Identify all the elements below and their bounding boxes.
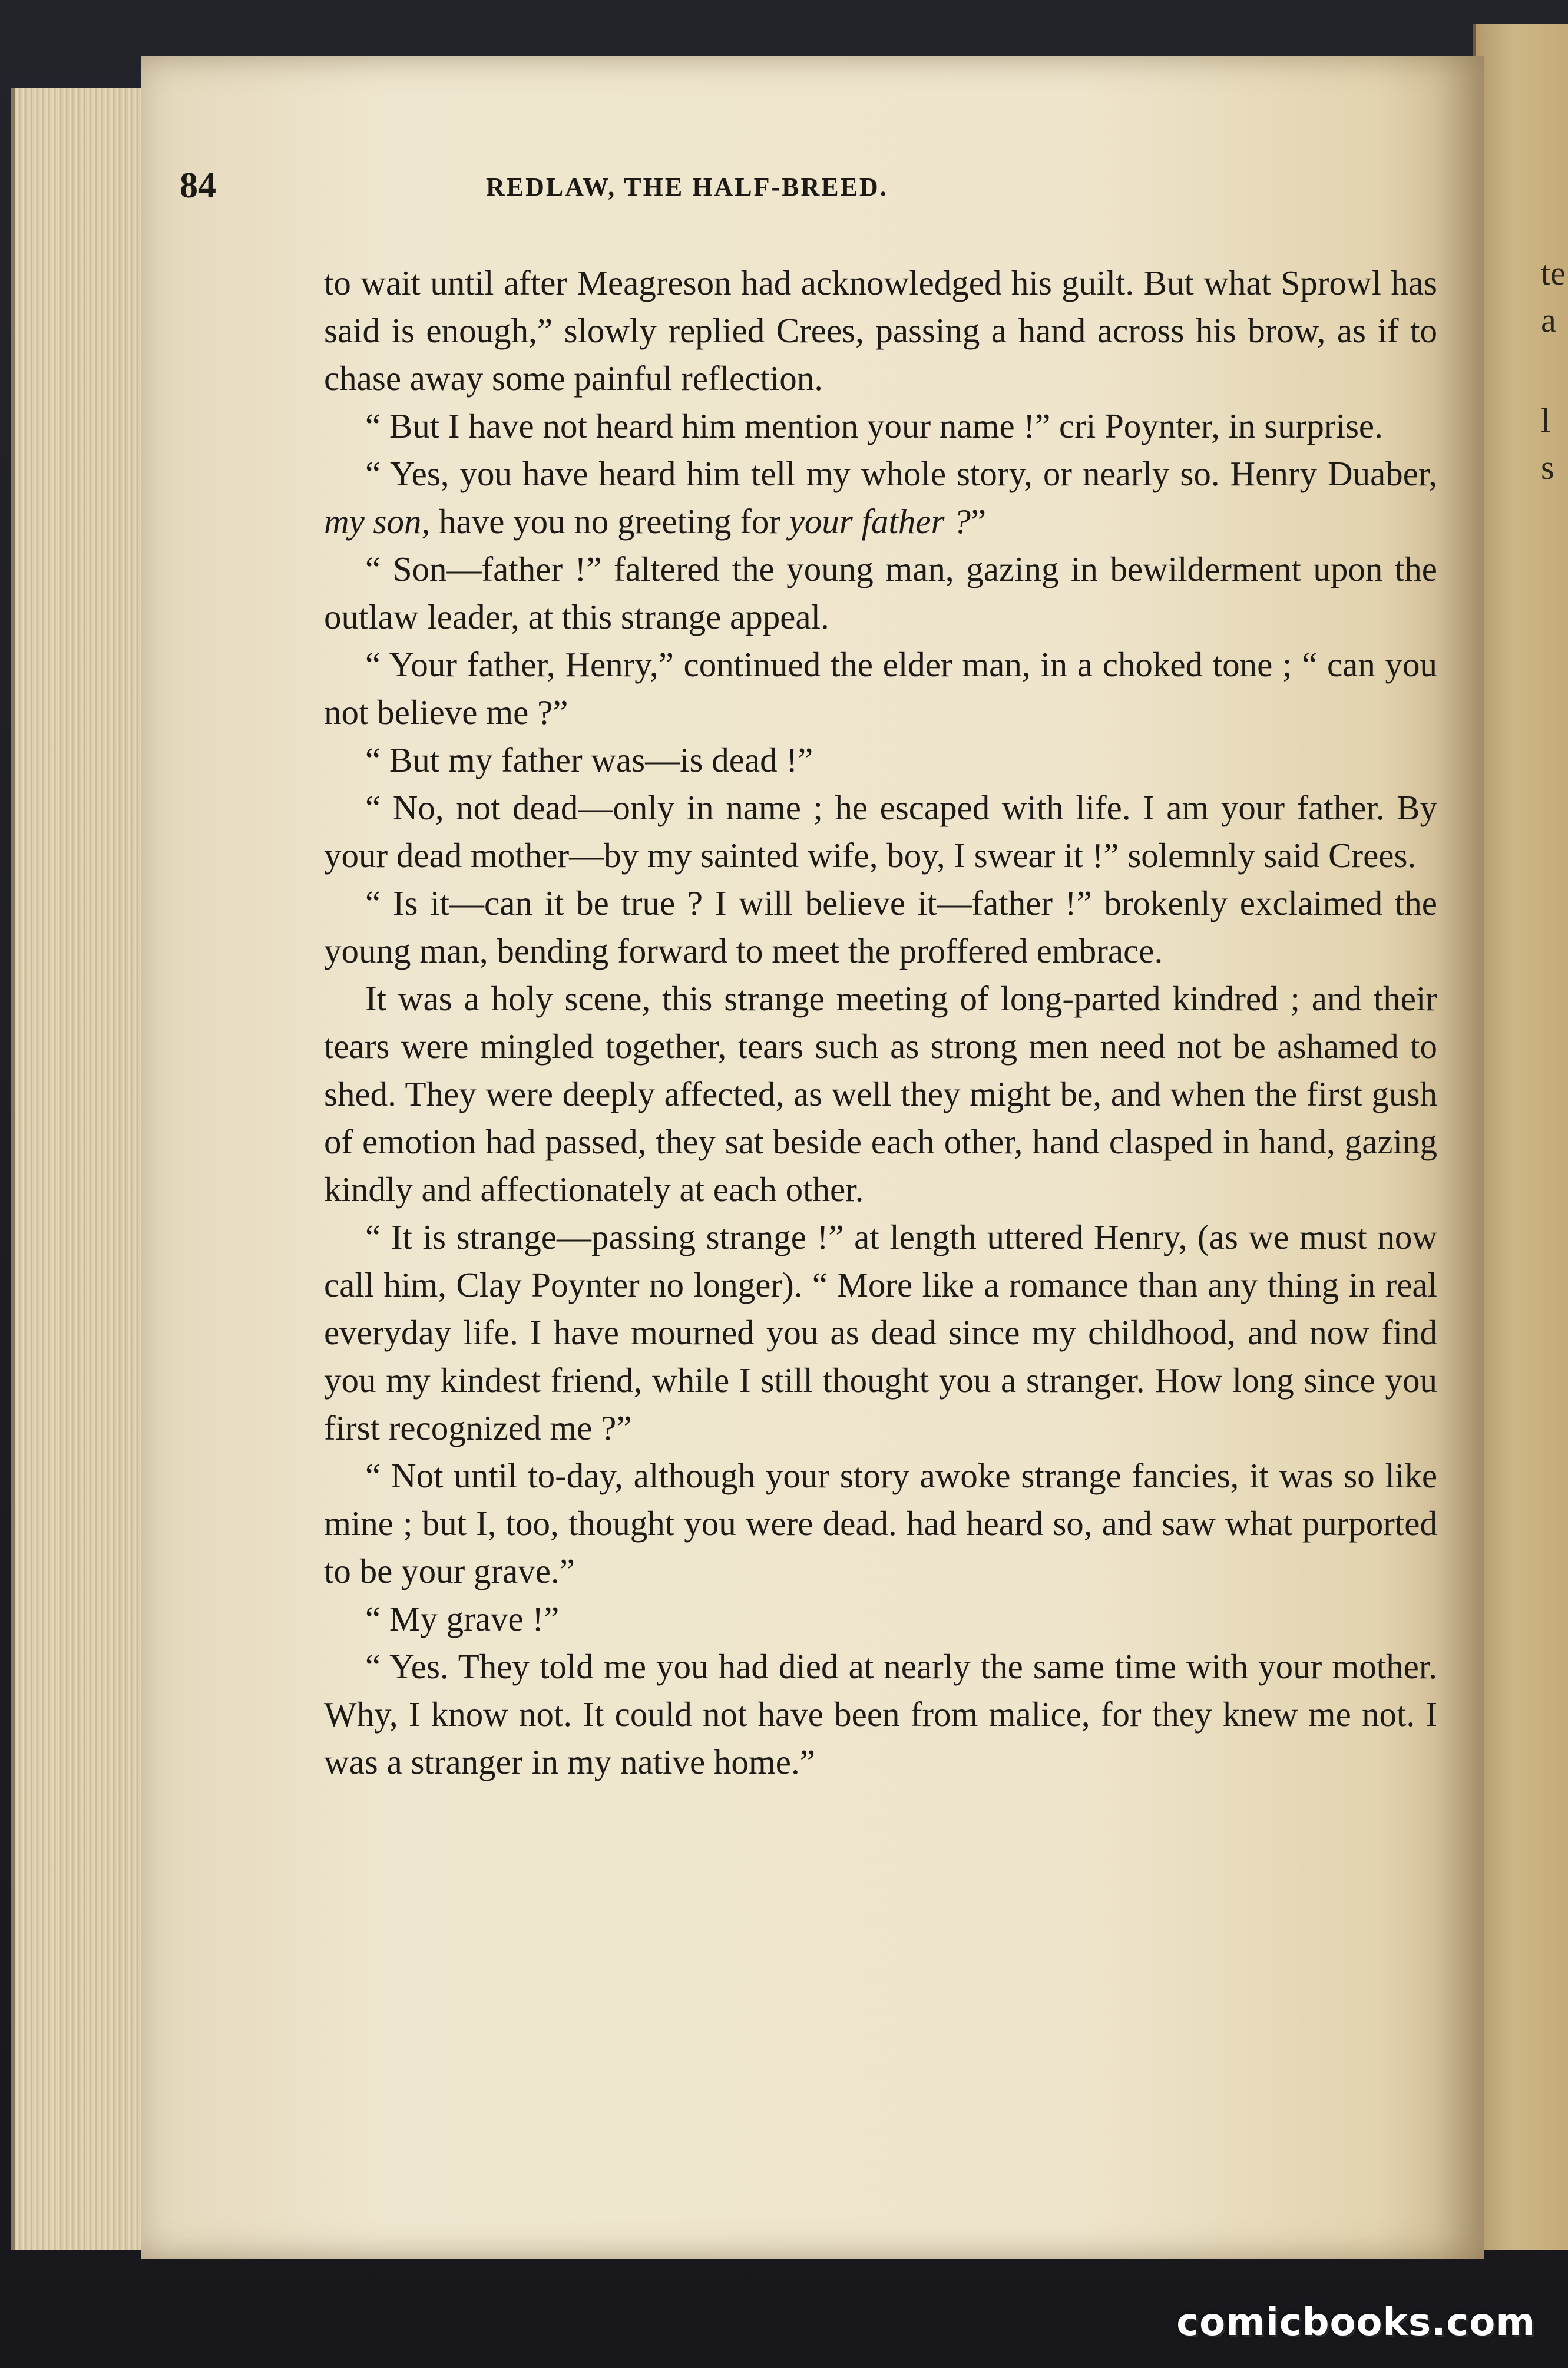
paragraph: “ Is it—can it be true ? I will believe it—father !” brokenly exclaimed the young man, bending forward to meet the proffered embrace. [324, 884, 1437, 970]
next-page-edge [1473, 24, 1568, 2250]
italic-text: my son [324, 502, 422, 541]
body-text [324, 259, 1437, 1786]
next-page-fragment: l [1541, 401, 1551, 439]
next-page-fragment: a [1541, 301, 1556, 339]
italic-text: your father ? [789, 502, 971, 541]
next-page-fragment: s [1541, 448, 1554, 487]
paragraph: It was a holy scene, this strange meeting of long-parted kindred ; and their tears were mingled together, tears such as strong men need not be ashamed to shed. They were deeply affected, as well they might be, and when the first gush of emotion had passed, they sat beside each other, hand clasped in hand, gazing kindly and affectionately at each other. [324, 979, 1437, 1209]
page-number: 84 [180, 166, 216, 206]
paragraph: “ Your father, Henry,” continued the elder man, in a choked tone ; “ can you not believe me ?” [324, 645, 1437, 732]
paragraph-text: ” [970, 502, 987, 541]
site-watermark: comicbooks.com [1176, 2301, 1536, 2344]
paragraph [324, 450, 1437, 545]
paragraph: “ But I have not heard him mention your name !” cri Poynter, in surprise. [365, 406, 1383, 445]
page-edge-stack [11, 88, 151, 2250]
paragraph: “ But my father was—is dead !” [365, 740, 813, 779]
paragraph: “ Not until to-day, although your story awoke strange fancies, it was so like mine ; but I, too, thought you were dead. had heard so, and saw what purported to be your grave.” [324, 1456, 1437, 1590]
paragraph: “ No, not dead—only in name ; he escaped with life. I am your father. By your dead mother—by my sainted wife, boy, I swear it !” solemnly said Crees. [324, 788, 1437, 875]
page-header [180, 165, 1146, 212]
paragraph: “ Son—father !” faltered the young man, gazing in bewilderment upon the outlaw leader, at this strange appeal. [324, 550, 1437, 636]
paragraph: “ It is strange—passing strange !” at length uttered Henry, (as we must now call him, Clay Poynter no longer). “ More like a romance than any thing in real everyday life. I have mourned you as dead since my childhood, and now find you my kindest friend, while I still thought you a stranger. How long since you first recognized me ?” [324, 1218, 1437, 1447]
paragraph: to wait until after Meagreson had acknowledged his guilt. But what Sprowl has said is enough,” slowly replied Crees, passing a hand across his brow, as if to chase away some painful reflection. [324, 263, 1437, 398]
running-head: REDLAW, THE HALF-BREED. [486, 173, 888, 201]
paragraph-text: “ Yes, you have heard him tell my whole story, or nearly so. Henry Duaber, [365, 454, 1437, 493]
paragraph: “ Yes. They told me you had died at nearly the same time with your mother. Why, I know not. It could not have been from malice, for they knew me not. I was a stranger in my native home.” [324, 1647, 1437, 1781]
next-page-fragment: te [1541, 254, 1566, 292]
paragraph: “ My grave !” [365, 1599, 560, 1638]
paragraph-text: , have you no greeting for [421, 502, 789, 541]
